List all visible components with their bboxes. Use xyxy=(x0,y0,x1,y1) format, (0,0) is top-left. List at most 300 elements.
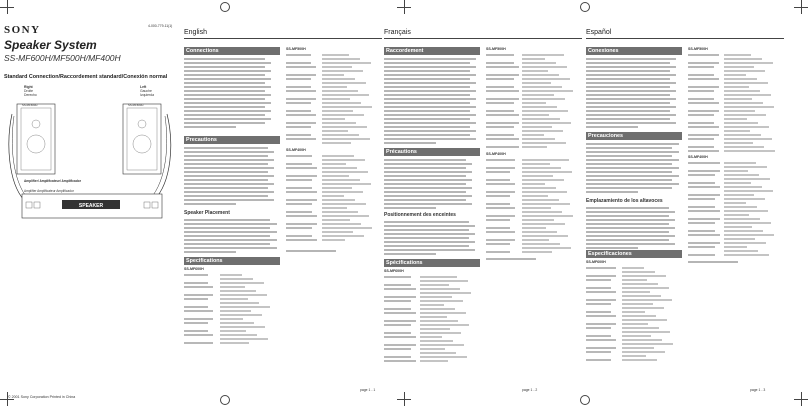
spec-value xyxy=(622,339,662,341)
text-line xyxy=(586,219,675,221)
spec-key-cell xyxy=(586,327,622,329)
spec-table-2 xyxy=(286,53,380,145)
spec-value xyxy=(522,62,556,64)
spec-key xyxy=(688,146,714,148)
amplifier-label: Amplifier/ Amplificateur/ Amplificador xyxy=(24,179,81,183)
spec-key xyxy=(286,122,316,124)
spec-value xyxy=(322,94,369,96)
spec-key-cell xyxy=(384,292,420,294)
spec-value xyxy=(724,206,757,208)
spec-row xyxy=(586,358,680,362)
spec-key xyxy=(184,286,213,288)
spec-key-cell xyxy=(688,198,724,200)
spec-key xyxy=(286,179,312,181)
spec-key xyxy=(688,54,719,56)
text-line xyxy=(586,122,676,124)
crop-mark-top-right xyxy=(794,0,808,14)
right-label-es: Derecho xyxy=(24,93,37,97)
text-line xyxy=(184,102,271,104)
text-line xyxy=(586,70,670,72)
spec-key-cell xyxy=(688,134,724,136)
spec-key-cell xyxy=(688,150,724,152)
spec-key xyxy=(286,199,317,201)
text-line xyxy=(384,225,475,227)
spec-value xyxy=(322,58,360,60)
spec-value xyxy=(724,78,757,80)
spec-key-cell xyxy=(586,291,622,293)
text-line xyxy=(384,191,466,193)
spec-key-cell xyxy=(286,110,322,112)
spec-key-cell xyxy=(688,130,724,132)
spec-value xyxy=(522,114,549,116)
spec-key-cell xyxy=(184,290,220,292)
spec-key-cell xyxy=(486,126,522,128)
spec-value xyxy=(220,274,242,276)
spec-value xyxy=(522,122,571,124)
text-line xyxy=(384,229,469,231)
speaker-model-right: SS-MF600H xyxy=(128,103,144,107)
spec-key-cell xyxy=(486,239,522,241)
spec-key-cell xyxy=(286,167,322,169)
spec-key-cell xyxy=(286,211,322,213)
spec-value xyxy=(522,179,564,181)
spec-key-cell xyxy=(286,66,322,68)
spec-key xyxy=(688,246,715,248)
spec-value xyxy=(724,190,773,192)
registration-mark-bottom-2 xyxy=(580,395,590,405)
spec-key xyxy=(688,74,714,76)
spec-es-table-3 xyxy=(688,161,782,257)
spec-key xyxy=(486,203,510,205)
spec-value xyxy=(420,356,467,358)
spec-key xyxy=(688,78,719,80)
connection-heading: Standard Connection/Raccordement standard/Conexión normal xyxy=(4,74,168,80)
spec-key-cell xyxy=(486,199,522,201)
text-line xyxy=(184,151,274,153)
spec-key xyxy=(688,102,719,104)
spec-key xyxy=(688,174,715,176)
text-line xyxy=(184,231,277,233)
spec-model-1: SS-MF600H xyxy=(184,267,204,271)
text-line xyxy=(586,147,672,149)
spec-key xyxy=(384,356,411,358)
spec-key-cell xyxy=(286,223,322,225)
spec-value xyxy=(522,134,544,136)
spec-key-cell xyxy=(286,227,322,229)
left-speaker-illustration xyxy=(123,104,161,174)
spec-key xyxy=(688,66,714,68)
spec-key-cell xyxy=(688,86,724,88)
spec-value xyxy=(724,86,749,88)
emplazamiento-heading: Emplazamiento de los altavoces xyxy=(586,198,663,204)
english-label: English xyxy=(184,29,207,36)
spec-key xyxy=(486,74,519,76)
speaker-panel-label: SPEAKER xyxy=(78,203,104,209)
spec-key xyxy=(486,227,510,229)
amplifier-sublabel: Amplifier Amplificateur Amplificador xyxy=(24,189,74,193)
spec-key-cell xyxy=(688,138,724,140)
text-line xyxy=(384,94,470,96)
spec-value xyxy=(724,74,746,76)
spec-model-2: SS-MF500H xyxy=(286,47,306,51)
text-line xyxy=(184,199,274,201)
spec-key xyxy=(286,66,316,68)
spec-key-cell xyxy=(286,235,322,237)
text-line xyxy=(384,199,466,201)
spec-key-cell xyxy=(384,304,420,306)
spec-key xyxy=(384,276,411,278)
spec-key-cell xyxy=(688,66,724,68)
spec-key xyxy=(184,330,208,332)
spec-key-cell xyxy=(286,90,322,92)
spec-value xyxy=(622,271,655,273)
spec-key-cell xyxy=(586,307,622,309)
spec-value xyxy=(420,300,463,302)
spec-key xyxy=(286,223,317,225)
spec-value xyxy=(724,54,751,56)
spec-key-cell xyxy=(184,298,220,300)
spec-key xyxy=(486,167,515,169)
text-line xyxy=(184,155,268,157)
spec-value xyxy=(724,242,766,244)
especificaciones-heading: Especificaciones xyxy=(586,250,682,258)
spec-value xyxy=(322,78,355,80)
spec-key-cell xyxy=(184,282,220,284)
text-line xyxy=(184,167,274,169)
left-label: Left xyxy=(140,85,147,89)
spec-key-cell xyxy=(286,70,322,72)
spec-value xyxy=(724,198,765,200)
spec-value xyxy=(724,90,760,92)
spec-key xyxy=(486,122,519,124)
spec-key-cell xyxy=(286,98,322,100)
spec-key-cell xyxy=(184,274,220,276)
spec-value xyxy=(724,150,775,152)
spec-key xyxy=(384,332,411,334)
crop-mark-top-center xyxy=(397,0,411,14)
spec-key-cell xyxy=(586,295,622,297)
spec-value xyxy=(622,359,657,361)
text-line xyxy=(184,175,274,177)
spec-key xyxy=(384,336,416,338)
spec-key-cell xyxy=(586,299,622,301)
text-line xyxy=(384,221,469,223)
spec-key-cell xyxy=(486,163,522,165)
spec-key-cell xyxy=(486,78,522,80)
spec-key-cell xyxy=(384,276,420,278)
spec-key-cell xyxy=(486,138,522,140)
spec-value xyxy=(322,199,355,201)
spec-value xyxy=(522,219,554,221)
text-line xyxy=(586,179,672,181)
spec-value xyxy=(724,102,763,104)
spec-value xyxy=(522,239,549,241)
spec-es-model-2: SS-MF500H xyxy=(688,47,708,51)
spec-key-cell xyxy=(688,114,724,116)
text-line xyxy=(184,195,268,197)
text-line xyxy=(586,187,672,189)
spec-key xyxy=(688,182,715,184)
spec-key-cell xyxy=(384,344,420,346)
spec-value xyxy=(220,278,253,280)
text-line xyxy=(184,223,277,225)
spec-key xyxy=(486,138,519,140)
spec-key-cell xyxy=(184,306,220,308)
text-line xyxy=(184,239,277,241)
spec-key-cell xyxy=(486,227,522,229)
spec-value xyxy=(724,238,755,240)
spec-value xyxy=(522,251,552,253)
spec-key xyxy=(184,298,208,300)
text-line xyxy=(586,223,669,225)
spec-key xyxy=(586,359,611,361)
text-line xyxy=(184,159,274,161)
spec-key-cell xyxy=(286,171,322,173)
part-number: 4-000-779-11(1) xyxy=(148,24,173,28)
spec-value xyxy=(522,199,559,201)
text-line xyxy=(384,195,472,197)
left-label-es: Izquierda xyxy=(140,93,154,97)
text-line xyxy=(384,138,476,140)
text-line xyxy=(586,191,638,193)
spec-key xyxy=(586,303,611,305)
spec-value xyxy=(322,207,347,209)
spec-value xyxy=(522,215,573,217)
spec-value xyxy=(420,344,464,346)
right-label-fr: Droite xyxy=(24,89,34,93)
spec-key xyxy=(486,146,519,148)
text-line xyxy=(184,66,265,68)
spec-key-cell xyxy=(586,335,622,337)
text-line xyxy=(184,251,236,253)
spec-key-cell xyxy=(486,171,522,173)
spec-key xyxy=(486,195,510,197)
spec-key-cell xyxy=(486,122,522,124)
spec-value xyxy=(420,280,468,282)
text-line xyxy=(586,163,672,165)
spec-value xyxy=(724,114,766,116)
spec-key-cell xyxy=(184,310,220,312)
spec-key xyxy=(688,90,714,92)
spec-key-cell xyxy=(384,312,420,314)
spec-key-cell xyxy=(384,356,420,358)
spec-value xyxy=(322,106,372,108)
spec-note xyxy=(286,250,376,254)
spec-key-cell xyxy=(184,322,220,324)
spec-fr-table-2 xyxy=(486,53,580,149)
spec-key-cell xyxy=(688,98,724,100)
spec-key-cell xyxy=(486,118,522,120)
spanish-label: Español xyxy=(586,29,612,36)
spec-value xyxy=(522,191,567,193)
spec-fr-table-3 xyxy=(486,158,580,254)
text-line xyxy=(384,237,469,239)
text-line xyxy=(184,235,270,237)
spec-value xyxy=(724,94,771,96)
spec-key-cell xyxy=(384,296,420,298)
spec-key xyxy=(688,170,720,172)
text-line xyxy=(586,155,672,157)
spec-value xyxy=(322,82,366,84)
spec-key xyxy=(286,175,317,177)
spec-key-cell xyxy=(688,90,724,92)
spec-value xyxy=(622,315,656,317)
spec-table-3 xyxy=(286,154,380,242)
spec-value xyxy=(522,187,556,189)
connections-heading: Connections xyxy=(184,47,280,55)
spec-key-cell xyxy=(286,231,322,233)
conexiones-heading: Conexiones xyxy=(586,47,682,55)
spec-key-cell xyxy=(688,102,724,104)
spec-key-cell xyxy=(688,242,724,244)
spec-value xyxy=(420,336,442,338)
text-line xyxy=(184,203,236,205)
spec-key-cell xyxy=(688,194,724,196)
text-line xyxy=(586,62,670,64)
spec-key-cell xyxy=(586,323,622,325)
positionnement-heading: Positionnement des enceintes xyxy=(384,212,456,218)
spec-value xyxy=(420,292,471,294)
spec-value xyxy=(322,195,344,197)
spec-key xyxy=(384,360,416,362)
spec-key-cell xyxy=(486,183,522,185)
spec-key xyxy=(486,98,519,100)
spec-value xyxy=(220,322,254,324)
spec-value xyxy=(420,328,450,330)
spec-value xyxy=(724,66,754,68)
spec-key-cell xyxy=(184,314,220,316)
spec-key-cell xyxy=(486,58,522,60)
spec-value xyxy=(522,195,548,197)
spec-value xyxy=(322,235,364,237)
spec-key-cell xyxy=(486,251,522,253)
spec-key-cell xyxy=(486,179,522,181)
spec-value xyxy=(724,174,759,176)
spec-value xyxy=(522,118,560,120)
spec-value xyxy=(420,308,455,310)
spec-fr-model-1: SS-MF600H xyxy=(384,269,404,273)
spec-key-cell xyxy=(286,179,322,181)
spec-value xyxy=(420,316,447,318)
spec-row xyxy=(486,250,580,254)
spec-value xyxy=(622,303,653,305)
spec-key-cell xyxy=(486,207,522,209)
cover-panel xyxy=(4,18,176,398)
text-line xyxy=(384,203,472,205)
spec-value xyxy=(322,167,357,169)
text-line xyxy=(384,175,466,177)
spec-key-cell xyxy=(286,54,322,56)
specifications-heading: Specifications xyxy=(184,257,280,265)
page-number-1: page 1 - 1 xyxy=(360,388,376,392)
spec-key-cell xyxy=(486,102,522,104)
spec-key-cell xyxy=(688,202,724,204)
spec-key-cell xyxy=(286,155,322,157)
spec-value xyxy=(622,267,644,269)
spec-value xyxy=(322,70,363,72)
crop-mark-top-left xyxy=(0,0,14,14)
crop-mark-bottom-right xyxy=(794,392,808,406)
spec-value xyxy=(322,134,359,136)
spec-key xyxy=(384,324,411,326)
text-line xyxy=(586,110,670,112)
spec-key-cell xyxy=(688,190,724,192)
spec-key xyxy=(286,227,312,229)
spec-key-cell xyxy=(688,162,724,164)
spec-fr-note xyxy=(486,258,576,262)
spec-value xyxy=(322,179,360,181)
spec-key-cell xyxy=(688,246,724,248)
spec-row xyxy=(384,359,478,363)
spec-value xyxy=(622,351,665,353)
spanish-rule xyxy=(586,38,784,39)
spec-value xyxy=(322,138,370,140)
spec-row xyxy=(286,141,380,145)
spec-key xyxy=(486,219,510,221)
spec-key xyxy=(486,251,510,253)
spec-value xyxy=(522,203,570,205)
spec-value xyxy=(522,54,564,56)
precautions-text xyxy=(184,147,278,207)
spec-value xyxy=(322,54,349,56)
spec-key xyxy=(384,348,411,350)
spec-key xyxy=(286,90,316,92)
spec-value xyxy=(724,254,769,256)
text-line xyxy=(184,82,265,84)
spec-value xyxy=(220,282,264,284)
document-title: Speaker System xyxy=(4,38,97,52)
text-line xyxy=(184,98,265,100)
spec-value xyxy=(322,203,366,205)
spec-key-cell xyxy=(688,250,724,252)
text-line xyxy=(586,106,676,108)
text-line xyxy=(586,159,679,161)
right-speaker-illustration xyxy=(17,104,55,174)
spec-key-cell xyxy=(384,324,420,326)
spec-value xyxy=(622,327,659,329)
spec-key-cell xyxy=(688,62,724,64)
spec-key-cell xyxy=(286,78,322,80)
spec-key-cell xyxy=(486,215,522,217)
spec-value xyxy=(420,276,457,278)
spec-value xyxy=(322,126,367,128)
spec-key xyxy=(486,183,515,185)
spec-key xyxy=(184,322,208,324)
spec-value xyxy=(522,207,551,209)
spec-key xyxy=(486,239,515,241)
spec-value xyxy=(724,194,754,196)
spec-value xyxy=(220,290,256,292)
spec-value xyxy=(724,170,748,172)
text-line xyxy=(688,261,738,263)
spec-value xyxy=(724,130,750,132)
spec-value xyxy=(724,230,763,232)
spec-key-cell xyxy=(486,231,522,233)
spec-key-cell xyxy=(688,222,724,224)
spec-key xyxy=(688,254,715,256)
spec-key xyxy=(486,126,514,128)
spec-key xyxy=(286,138,316,140)
spec-value xyxy=(322,66,352,68)
spec-value xyxy=(522,130,563,132)
spec-key-cell xyxy=(286,126,322,128)
spec-key xyxy=(286,62,311,64)
raccordement-text xyxy=(384,58,478,146)
text-line xyxy=(586,90,676,92)
spec-value xyxy=(322,159,365,161)
spec-fr-table-1 xyxy=(384,275,478,363)
spec-key-cell xyxy=(384,288,420,290)
